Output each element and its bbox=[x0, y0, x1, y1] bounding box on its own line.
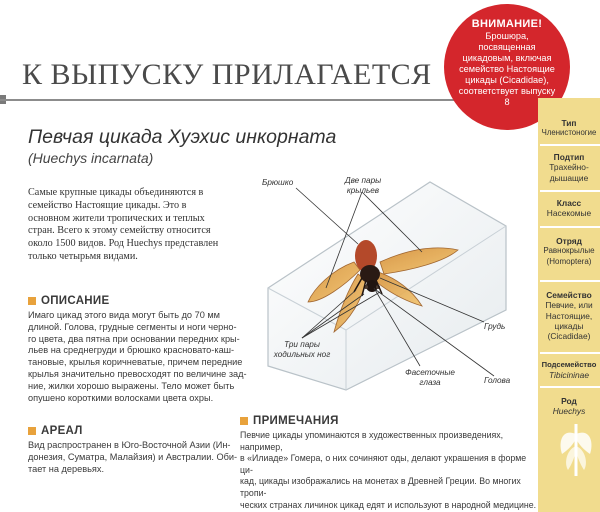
taxonomy-label: Тип bbox=[561, 118, 577, 128]
section-marker-icon bbox=[28, 427, 36, 435]
taxonomy-family bbox=[538, 290, 600, 341]
section-marker-icon bbox=[28, 297, 36, 305]
article-title: Певчая цикада Хуэхис инкорната bbox=[28, 126, 337, 148]
taxonomy-divider bbox=[540, 280, 600, 282]
taxonomy-phylum bbox=[538, 118, 600, 139]
text-line: тает на деревьях. bbox=[28, 463, 104, 474]
taxonomy-value: Трахейно-дышащие bbox=[549, 162, 589, 183]
text-line: тановые, крылья коричневатые, причем передние bbox=[28, 357, 243, 368]
range-title: АРЕАЛ bbox=[41, 425, 83, 437]
range-heading bbox=[28, 425, 83, 437]
callout-legs: Три пары ходильных ног bbox=[273, 340, 331, 359]
notice-title: ВНИМАНИЕ! bbox=[471, 18, 543, 30]
text-line: Вид распространен в Юго-Восточной Азии (Ин- bbox=[28, 440, 231, 450]
description-text bbox=[28, 310, 260, 404]
text-line: крылья значительно превосходят по величине зад- bbox=[28, 368, 247, 379]
taxonomy-label: Подтип bbox=[553, 152, 585, 162]
callout-eyes: Фасеточные глаза bbox=[405, 368, 455, 387]
taxonomy-value: Равнокрылые (Homoptera) bbox=[543, 246, 595, 266]
text-line: в «Илиаде» Гомера, о них сочиняют оды, делают украшения в форме ци- bbox=[240, 453, 527, 475]
notice-text: Брошюра, посвященная цикадовым, включая семейство Настоящие цикады (Cicadidae), соответствует выпуску 8 bbox=[458, 31, 556, 107]
text-line: кад, цикады изображались на монетах в Древней Греции. Во многих тропи- bbox=[240, 476, 521, 498]
taxonomy-label: Семейство bbox=[546, 290, 592, 300]
taxonomy-divider bbox=[540, 352, 600, 354]
text-line: ческих странах личинок цикад едят и используют в народной медицине. bbox=[240, 499, 537, 510]
taxonomy-value: Членистоногие bbox=[541, 128, 597, 138]
callout-chest: Грудь bbox=[484, 322, 506, 331]
article-latin-name: (Huechys incarnata) bbox=[28, 150, 154, 166]
taxonomy-divider bbox=[540, 226, 600, 228]
taxonomy-label: Подсемейство bbox=[541, 360, 597, 369]
text-line: длиной. Голова, грудные сегменты и ноги черно- bbox=[28, 321, 237, 332]
taxonomy-value: Певчие, или Настоящие, цикады (Cicadidae) bbox=[545, 300, 593, 342]
text-line: го цвета, два пятна при основании передних кры- bbox=[28, 333, 240, 344]
range-text bbox=[28, 440, 253, 475]
taxonomy-label: Класс bbox=[556, 198, 582, 208]
text-line: ние, жилки хорошо выражены. Тело может быть bbox=[28, 380, 235, 391]
cicada-silhouette-icon bbox=[556, 420, 596, 480]
taxonomy-value: Насекомые bbox=[546, 208, 592, 219]
taxonomy-divider bbox=[540, 144, 600, 146]
notes-heading bbox=[240, 415, 339, 427]
taxonomy-divider bbox=[540, 190, 600, 192]
taxonomy-value: Tibicininae bbox=[549, 370, 589, 381]
intro-text: Самые крупные цикады объединяются в семейство Настоящие цикады. Это в основном жители тропических и теплых стран. Всего к этому семейству относится около 1500 видов. Род Huechys представлен только четырьмя видами. bbox=[28, 187, 219, 262]
text-line: опушено короткими волосками цвета охры. bbox=[28, 392, 214, 403]
callout-head: Голова bbox=[484, 376, 511, 385]
section-marker-icon bbox=[240, 417, 248, 425]
taxonomy-subphylum bbox=[538, 152, 600, 183]
taxonomy-order bbox=[538, 236, 600, 267]
notes-title: ПРИМЕЧАНИЯ bbox=[253, 415, 339, 427]
taxonomy-genus bbox=[538, 396, 600, 417]
taxonomy-label: Отряд bbox=[556, 236, 582, 246]
notes-text bbox=[240, 430, 538, 511]
cicada-specimen-photo bbox=[262, 170, 512, 395]
text-line: льев на среднегруди и брюшко красновато-каш- bbox=[28, 345, 235, 356]
taxonomy-label: Род bbox=[561, 396, 577, 406]
text-line: Певчие цикады упоминаются в художественных произведениях, например, bbox=[240, 430, 504, 452]
callout-abdomen: Брюшко bbox=[262, 178, 294, 187]
taxonomy-class bbox=[538, 198, 600, 219]
description-heading bbox=[28, 295, 109, 307]
taxonomy-subfamily bbox=[538, 360, 600, 381]
page-header-title: К ВЫПУСКУ ПРИЛАГАЕТСЯ bbox=[22, 58, 432, 91]
description-title: ОПИСАНИЕ bbox=[41, 295, 110, 307]
text-line: донезия, Суматра, Малайзия) и Австралии. Оби- bbox=[28, 451, 238, 462]
callout-wings: Две пары крыльев bbox=[344, 176, 382, 195]
cicada-thorax bbox=[360, 265, 380, 283]
taxonomy-divider bbox=[540, 386, 600, 388]
taxonomy-value: Huechys bbox=[552, 406, 586, 417]
text-line: Имаго цикад этого вида могут быть до 70 мм bbox=[28, 310, 220, 320]
